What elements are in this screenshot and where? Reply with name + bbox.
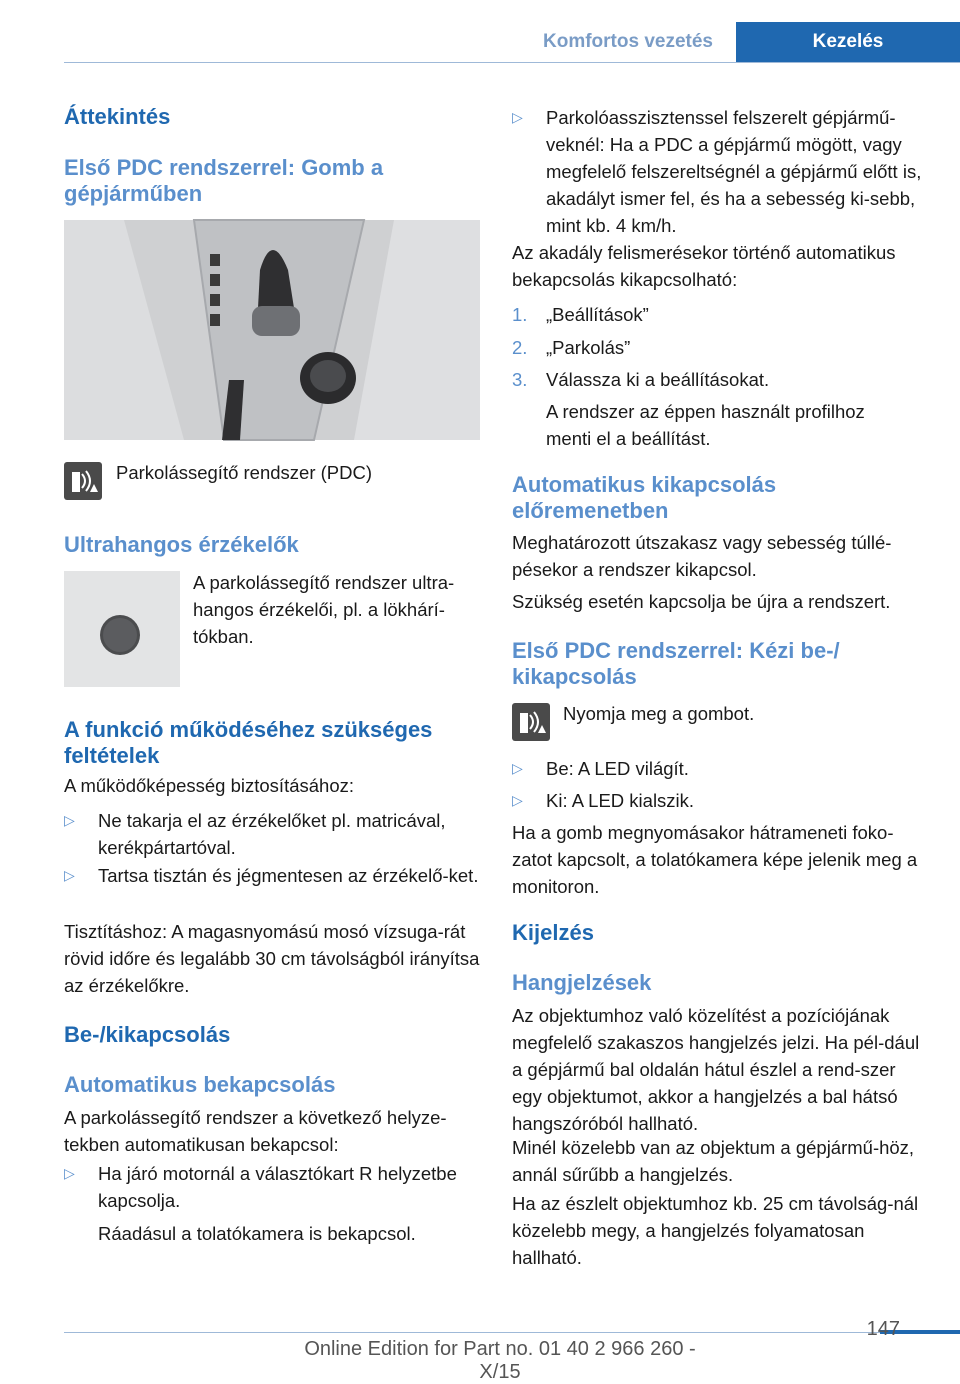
bullet-triangle-icon: ▷ <box>64 1165 75 1181</box>
heading-auto-off: Automatikus kikapcsolás előremenetben <box>512 472 777 523</box>
manual-item-1: ▷ Be: A LED világít. <box>512 755 928 782</box>
footer-rule <box>64 1332 960 1333</box>
console-photo <box>64 220 480 440</box>
heading-conditions: A funkció működéséhez szükséges feltételek <box>64 717 433 768</box>
heading-signals: Hangjelzések <box>512 970 652 995</box>
reverse-text: Ha a gomb megnyomásakor hátrameneti foko-zatot kapcsolt, a tolatókamera képe jelenik meg a monitoron. <box>512 822 918 897</box>
condition-item-1: ▷ Ne takarja el az érzékelőket pl. matricával, kerékpártartóval. <box>64 807 480 861</box>
signals-text-1: Az objektumhoz való közelítést a pozíciójának megfelelő szakaszos hangjelzés jelzi. Ha pél-dául a gépjármű bal oldalán hátul észlel a rend-szer egy objektumot, akkor a hangjelzés a bal hátsó hangszóróból hallható. <box>512 1005 920 1134</box>
auto-off-text-1: Meghatározott útszakasz vagy sebesség túllé-pésekor a rendszer kikapcsol. <box>512 532 892 580</box>
sensors-text: A parkolássegítő rendszer ultra-hangos érzékelői, pl. a lökhárí-tókban. <box>193 572 455 647</box>
auto-on-text: A parkolássegítő rendszer a következő helyze-tekben automatikusan bekapcsol: <box>64 1107 447 1155</box>
signals-text-2: Minél közelebb van az objektum a gépjármű-höz, annál sűrűbb a hangjelzés. <box>512 1137 915 1185</box>
heading-overview: Áttekintés <box>64 104 171 129</box>
auto-on-item-2: ▷ Parkolóasszisztenssel felszerelt gépjármű-veknél: Ha a PDC a gépjármű mögött, vagy megfelelő felszereltségnél a gépjármű előtt is, akadályt ismer fel, és ha a sebesség ki-sebb, mint kb. 4 km/h. <box>512 104 928 239</box>
step-3-extra: A rendszer az éppen használt profilhoz menti el a beállítást. <box>546 401 865 449</box>
bullet-triangle-icon: ▷ <box>64 812 75 828</box>
heading-sensors: Ultrahangos érzékelők <box>64 532 299 557</box>
bullet-triangle-icon: ▷ <box>512 792 523 808</box>
manual-item-2: ▷ Ki: A LED kialszik. <box>512 787 928 814</box>
disable-text: Az akadály felismerésekor történő automatikus bekapcsolás kikapcsolható: <box>512 242 896 290</box>
step-3: 3. Válassza ki a beállításokat. <box>512 369 770 390</box>
heading-onoff: Be-/kikapcsolás <box>64 1022 231 1047</box>
condition-item-2: ▷ Tartsa tisztán és jégmentesen az érzékelő-ket. <box>64 862 480 889</box>
cleaning-text: Tisztításhoz: A magasnyomású mosó vízsuga-rát rövid időre és legalább 30 cm távolságból irányítsa az érzékelőkre. <box>64 921 480 996</box>
header-rule <box>64 62 960 63</box>
auto-on-item-1-extra: Ráadásul a tolatókamera is bekapcsol. <box>98 1223 416 1244</box>
section-tab: Komfortos vezetés <box>543 31 713 52</box>
heading-manual: Első PDC rendszerrel: Kézi be-/ kikapcsolás <box>512 638 840 689</box>
page-number: 147 <box>866 1318 900 1340</box>
heading-display: Kijelzés <box>512 920 594 945</box>
online-edition: Online Edition for Part no. 01 40 2 966 260 - X/15 <box>304 1338 696 1383</box>
heading-auto-on: Automatikus bekapcsolás <box>64 1072 336 1097</box>
page-header <box>0 0 960 62</box>
heading-pdc-button: Első PDC rendszerrel: Gomb a gépjárműben <box>64 155 384 206</box>
bullet-triangle-icon: ▷ <box>512 109 523 125</box>
step-2: 2. „Parkolás” <box>512 337 631 358</box>
pdc-button-icon <box>512 703 550 741</box>
step-1: 1. „Beállítások” <box>512 304 649 325</box>
bullet-triangle-icon: ▷ <box>64 867 75 883</box>
auto-on-item-1: ▷ Ha járó motornál a választókart R helyzetbe kapcsolja. <box>64 1160 484 1214</box>
sensor-image <box>64 571 180 687</box>
pdc-caption: Parkolássegítő rendszer (PDC) <box>116 462 373 483</box>
conditions-intro: A működőképesség biztosításához: <box>64 775 355 796</box>
auto-off-text-2: Szükség esetén kapcsolja be újra a rendszert. <box>512 591 891 612</box>
manual-text: Nyomja meg a gombot. <box>563 703 755 724</box>
pdc-button-icon <box>64 462 102 500</box>
chapter-tab: Kezelés <box>736 22 960 62</box>
bullet-triangle-icon: ▷ <box>512 760 523 776</box>
signals-text-3: Ha az észlelt objektumhoz kb. 25 cm távolság-nál közelebb megy, a hangjelzés folyamatosan hallható. <box>512 1193 919 1268</box>
